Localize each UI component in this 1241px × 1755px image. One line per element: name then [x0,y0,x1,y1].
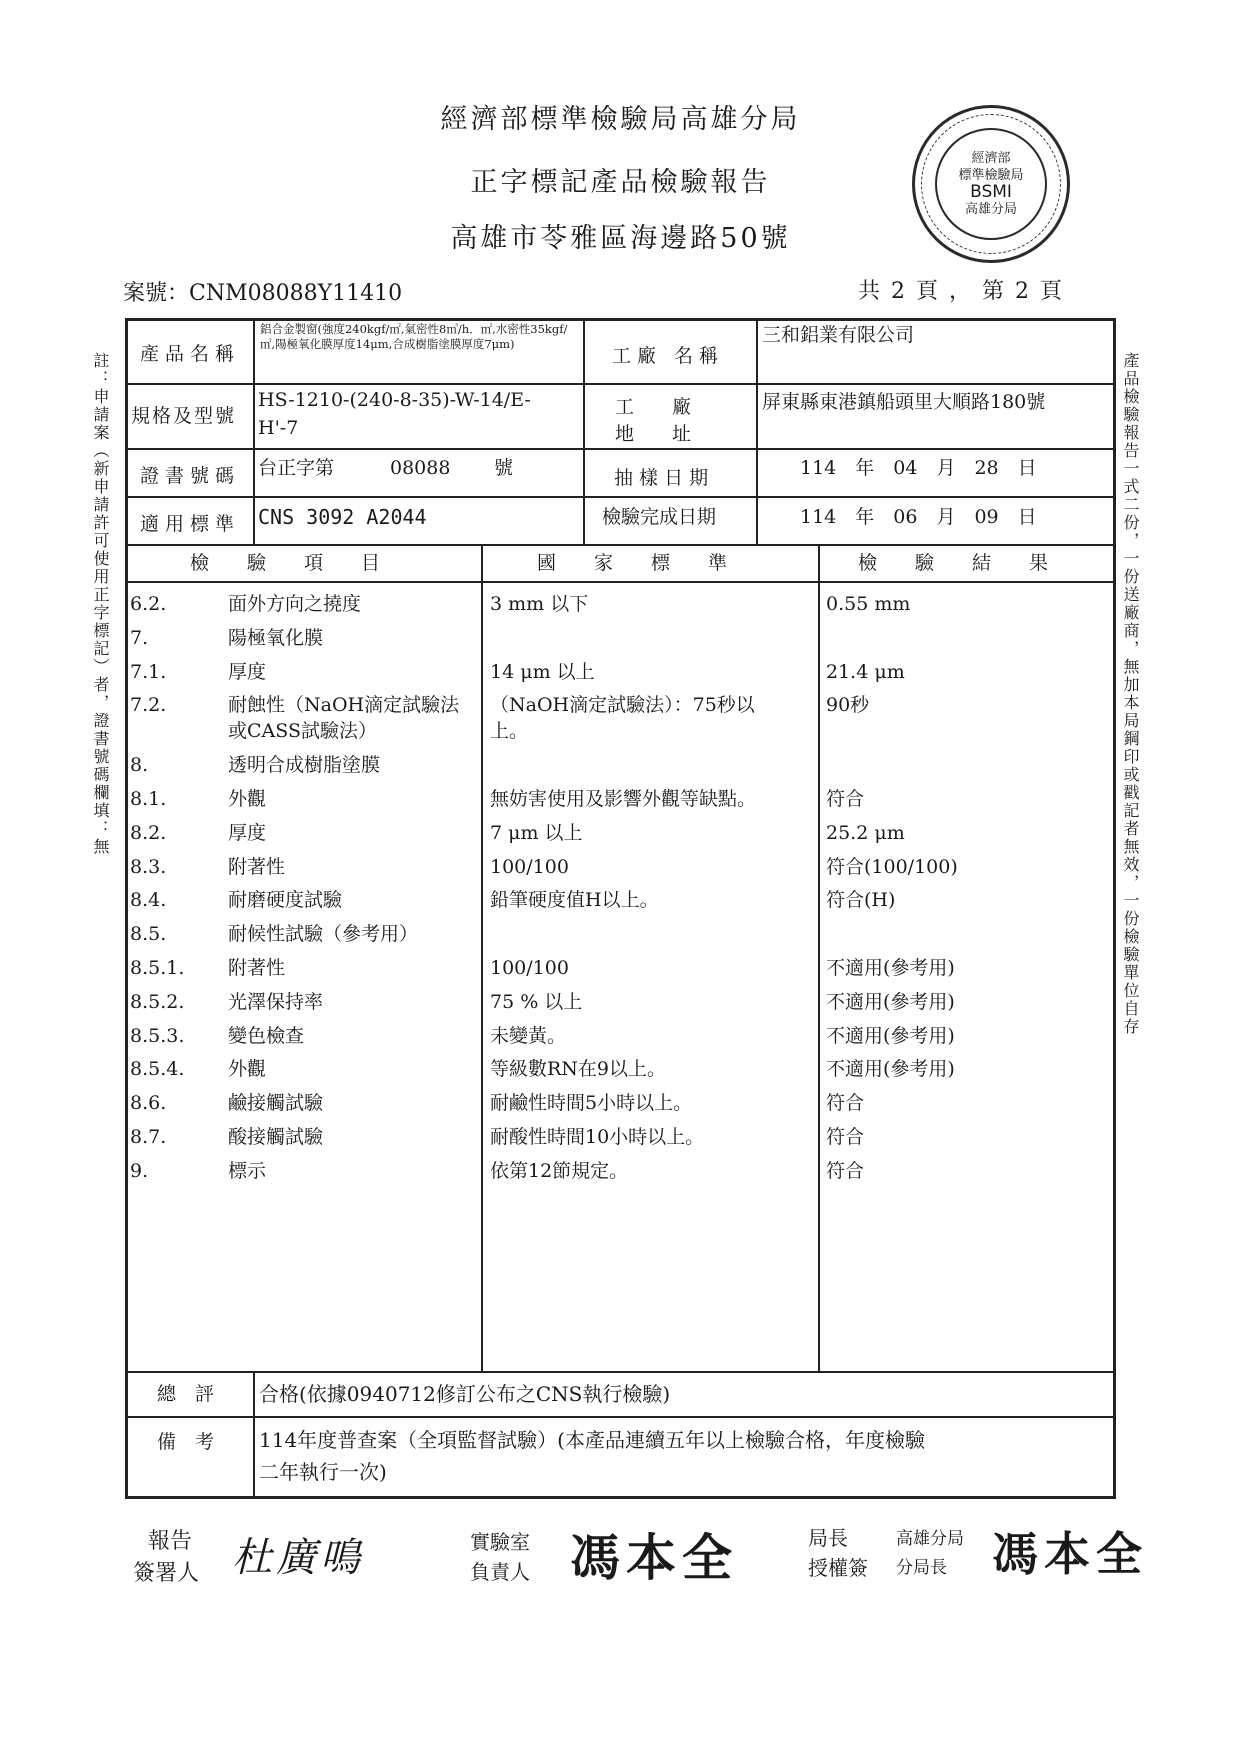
row-result: 符合(100/100) [826,855,958,878]
row-item: 附著性 [228,957,286,979]
row-item: 光澤保持率 [228,990,324,1013]
row-standard: 100/100 [490,957,569,979]
director-signature: 馮本全 [992,1527,1148,1581]
report-title: 正字標記產品檢驗報告 [470,167,771,198]
spec-label: 規格及型號 [131,405,237,427]
row-standard: 75 % 以上 [490,990,583,1013]
left-note: 註：申請案（新申請許可使用正字標記）者，證書號碼欄填：無 [91,352,110,856]
reporter-label-1: 報告 [148,1529,193,1554]
row-item: 附著性 [228,855,286,878]
row-result: 不適用(參考用) [826,1058,955,1081]
row-standard: 7 μm 以上 [490,821,583,844]
spec-value-line2: H'-7 [258,417,299,439]
row-number: 8.2. [130,821,167,844]
agency-title: 經濟部標準檢驗局高雄分局 [440,104,801,135]
cert-number: 08088 [390,457,451,479]
row-standard: 未變黃。 [490,1024,567,1047]
row-standard: 依第12節規定。 [490,1159,629,1182]
row-number: 6.2. [130,593,167,615]
row-item: 標示 [228,1159,267,1182]
row-item: 厚度 [228,821,267,844]
row-number: 9. [130,1159,149,1182]
reporter-signature: 杜廣鳴 [232,1535,364,1581]
row-number: 8.5.3. [130,1024,185,1047]
cert-suffix: 號 [494,457,514,479]
row-result: 符合(H) [826,889,896,912]
director-label-2: 授權簽 [808,1556,868,1580]
row-standard: 3 mm 以下 [490,593,589,615]
row-number: 8.5. [130,923,167,946]
row-number: 8.5.4. [130,1058,185,1081]
product-name-label: 產品名稱 [140,343,241,365]
row-item: 陽極氧化膜 [228,626,324,649]
row-result: 符合 [826,1092,865,1115]
row-standard: 無妨害使用及影響外觀等缺點。 [490,788,757,810]
page-indicator: 共 2 頁 ， 第 2 頁 [858,279,1064,304]
row-item: 外觀 [228,1058,267,1081]
row-item: 外觀 [228,788,267,810]
sample-date-label: 抽 樣 日 期 [614,467,709,489]
product-name-value: 鋁合金製窗(強度240kgf/㎡,氣密性8㎥/h．㎡,水密性35kgf/㎡,陽極氧化膜厚度14μm,合成樹脂塗膜厚度7μm) [260,322,568,351]
row-item: 面外方向之撓度 [228,593,362,615]
row-result: 符合 [826,788,865,810]
director-label-1: 局長 [808,1526,848,1550]
cert-label: 證書號碼 [140,465,241,487]
cert-prefix: 台正字第 [258,457,335,479]
lab-label-1: 實驗室 [470,1530,530,1554]
standard-label: 適用標準 [140,513,241,535]
row-result: 不適用(參考用) [826,1024,955,1047]
row-result: 符合 [826,1159,865,1182]
case-number: 案號：CNM08088Y11410 [123,281,403,306]
lab-label-2: 負責人 [470,1560,530,1584]
column-result: 檢 驗 結 果 [858,552,1049,574]
seal-line3: BSMI [970,182,1012,202]
seal-line1: 經濟部 [971,151,1011,166]
row-item: 鹼接觸試驗 [228,1092,324,1115]
row-standard: 等級數RN在9以上。 [490,1058,667,1081]
standard-value: CNS 3092 A2044 [258,505,427,529]
right-note: 產品檢驗報告一式二份，一份送廠商，無加本局鋼印或戳記者無效，一份檢驗單位自存 [1121,352,1140,1036]
row-item: 變色檢查 [228,1024,305,1047]
row-standard: 耐鹼性時間5小時以上。 [490,1092,693,1115]
row-result: 21.4 μm [826,660,905,683]
factory-name-label: 工廠 名稱 [612,345,725,367]
row-result: 25.2 μm [826,821,905,844]
row-number: 8.1. [130,788,167,810]
row-result: 不適用(參考用) [826,957,955,979]
column-item: 檢 驗 項 目 [190,552,381,574]
row-item: 耐蝕性（NaOH滴定試驗法 [228,694,460,717]
complete-date-label: 檢驗完成日期 [602,506,717,528]
row-number: 8.7. [130,1126,167,1148]
lab-signature: 馮本全 [570,1528,738,1587]
remark-label: 備 考 [157,1431,215,1453]
row-number: 7. [130,626,149,649]
director-sub-1: 高雄分局 [896,1529,964,1549]
row-number: 7.2. [130,694,167,717]
row-item: 厚度 [228,660,267,683]
row-item: 耐候性試驗（參考用） [228,923,419,946]
row-number: 8.5.2. [130,990,185,1013]
factory-name-value: 三和鋁業有限公司 [762,324,915,346]
row-standard: 耐酸性時間10小時以上。 [490,1126,705,1148]
factory-address-value: 屏東縣東港鎮船頭里大順路180號 [762,391,1046,413]
sample-date-value: 114 年 04 月 28 日 [800,457,1037,479]
row-item: 酸接觸試驗 [228,1126,324,1148]
factory-address-label-2: 地 址 [615,423,692,445]
spec-value-line1: HS-1210-(240-8-35)-W-14/E- [258,389,531,411]
row-number: 8.3. [130,855,167,878]
row-standard: 鉛筆硬度值H以上。 [490,889,659,912]
row-item: 透明合成樹脂塗膜 [228,754,381,777]
remark-value-line1: 114年度普查案（全項監督試驗）(本產品連續五年以上檢驗合格，年度檢驗 [259,1428,925,1452]
row-number: 8.6. [130,1092,167,1115]
row-standard: 14 μm 以上 [490,660,595,683]
remark-value-line2: 二年執行一次) [259,1460,387,1484]
summary-label: 總 評 [157,1383,215,1405]
row-item-cont: 或CASS試驗法） [228,720,377,743]
seal-line4: 高雄分局 [964,202,1017,217]
row-number: 8.4. [130,889,167,912]
row-result: 符合 [826,1126,865,1148]
row-result: 0.55 mm [826,593,911,615]
row-result: 90秒 [826,694,870,717]
row-number: 7.1. [130,660,167,683]
agency-address: 高雄市苓雅區海邊路50號 [450,223,791,254]
row-item: 耐磨硬度試驗 [228,889,343,912]
row-standard: （NaOH滴定試驗法）：75秒以 [490,694,755,717]
row-standard: 100/100 [490,855,569,878]
factory-address-label-1: 工 廠 [615,396,692,418]
row-number: 8.5.1. [130,957,185,979]
summary-value: 合格(依據0940712修訂公布之CNS執行檢驗) [259,1382,671,1406]
director-sub-2: 分局長 [896,1558,947,1578]
row-standard-cont: 上。 [490,720,529,743]
bsmi-seal [912,105,1070,263]
reporter-label-2: 簽署人 [133,1561,200,1586]
column-standard: 國 家 標 準 [537,552,728,574]
seal-line2: 標準檢驗局 [958,168,1024,183]
row-result: 不適用(參考用) [826,990,955,1013]
complete-date-value: 114 年 06 月 09 日 [800,506,1037,528]
row-number: 8. [130,754,149,777]
